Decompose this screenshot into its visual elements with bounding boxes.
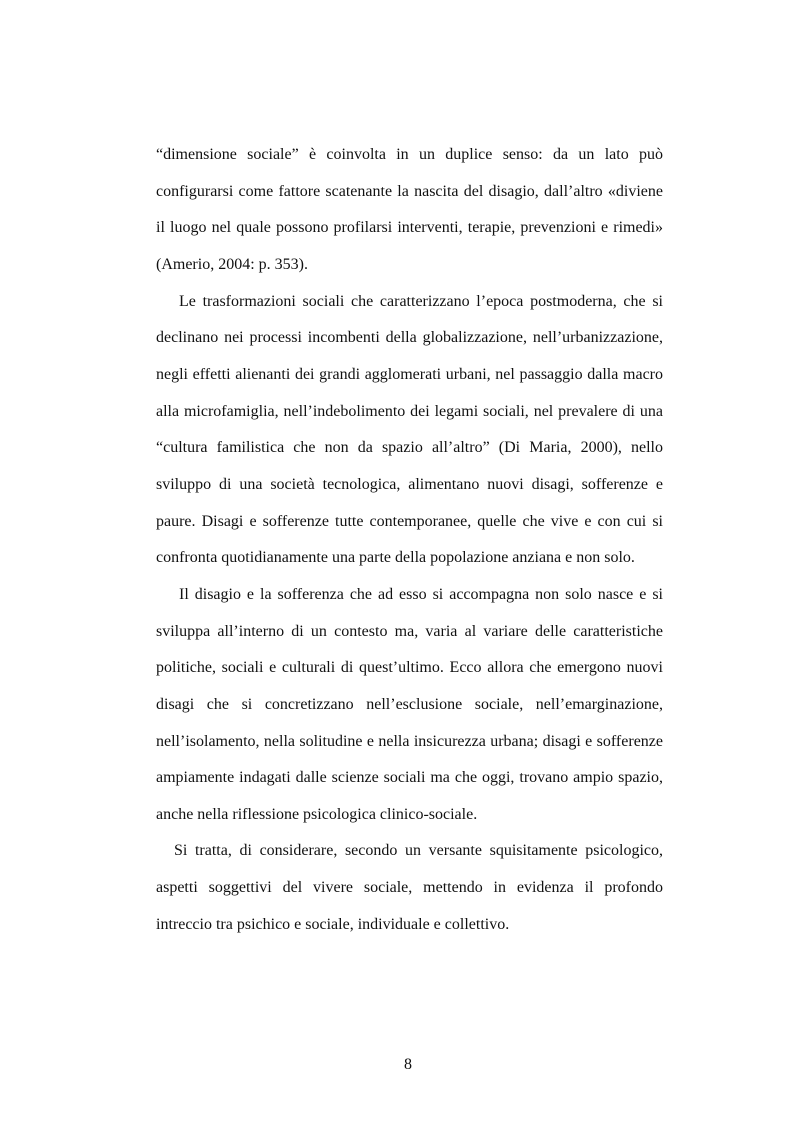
text-line: Il disagio e la sofferenza che ad esso si accompagna non solo nasce e si: [179, 585, 663, 603]
text-line: aspetti soggettivi del vivere sociale, mettendo in evidenza il profondo: [156, 879, 663, 897]
paragraph-3: [156, 577, 663, 834]
text-line: confronta quotidianamente una parte della popolazione anziana e non solo.: [156, 549, 635, 567]
text-line: declinano nei processi incombenti della globalizzazione, nell’urbanizzazione,: [156, 329, 663, 347]
text-line: disagi che si concretizzano nell’esclusione sociale, nell’emarginazione,: [156, 695, 663, 713]
text-line: “cultura familistica che non da spazio all’altro” (Di Maria, 2000), nello: [156, 439, 663, 457]
page-number: 8: [404, 1056, 412, 1073]
text-line: sviluppo di una società tecnologica, alimentano nuovi disagi, sofferenze e: [156, 475, 663, 493]
text-line: Le trasformazioni sociali che caratterizzano l’epoca postmoderna, che si: [179, 292, 663, 310]
text-line: politiche, sociali e culturali di quest’ultimo. Ecco allora che emergono nuovi: [156, 659, 663, 677]
paragraph-4: [156, 833, 663, 943]
text-line: il luogo nel quale possono profilarsi interventi, terapie, prevenzioni e rimedi»: [156, 219, 663, 237]
text-line: (Amerio, 2004: p. 353).: [156, 255, 308, 273]
text-line: configurarsi come fattore scatenante la nascita del disagio, dall’altro «diviene: [156, 182, 663, 200]
paragraph-2: [156, 284, 663, 577]
text-line: alla microfamiglia, nell’indebolimento dei legami sociali, nel prevalere di una: [156, 402, 663, 420]
text-line: sviluppa all’interno di un contesto ma, varia al variare delle caratteristiche: [156, 622, 663, 640]
paragraph-1: [156, 137, 663, 284]
text-line: intreccio tra psichico e sociale, individuale e collettivo.: [156, 915, 510, 933]
text-line: “dimensione sociale” è coinvolta in un duplice senso: da un lato può: [156, 146, 663, 163]
text-line: nell’isolamento, nella solitudine e nella insicurezza urbana; disagi e sofferenze: [156, 732, 663, 750]
text-line: negli effetti alienanti dei grandi agglomerati urbani, nel passaggio dalla macro: [156, 365, 663, 383]
text-line: anche nella riflessione psicologica clinico-sociale.: [156, 805, 478, 823]
text-line: ampiamente indagati dalle scienze sociali ma che oggi, trovano ampio spazio,: [156, 769, 663, 787]
text-line: Si tratta, di considerare, secondo un versante squisitamente psicologico,: [174, 842, 663, 860]
text-line: paure. Disagi e sofferenze tutte contemporanee, quelle che vive e con cui si: [156, 512, 663, 530]
body-text: [156, 137, 663, 943]
